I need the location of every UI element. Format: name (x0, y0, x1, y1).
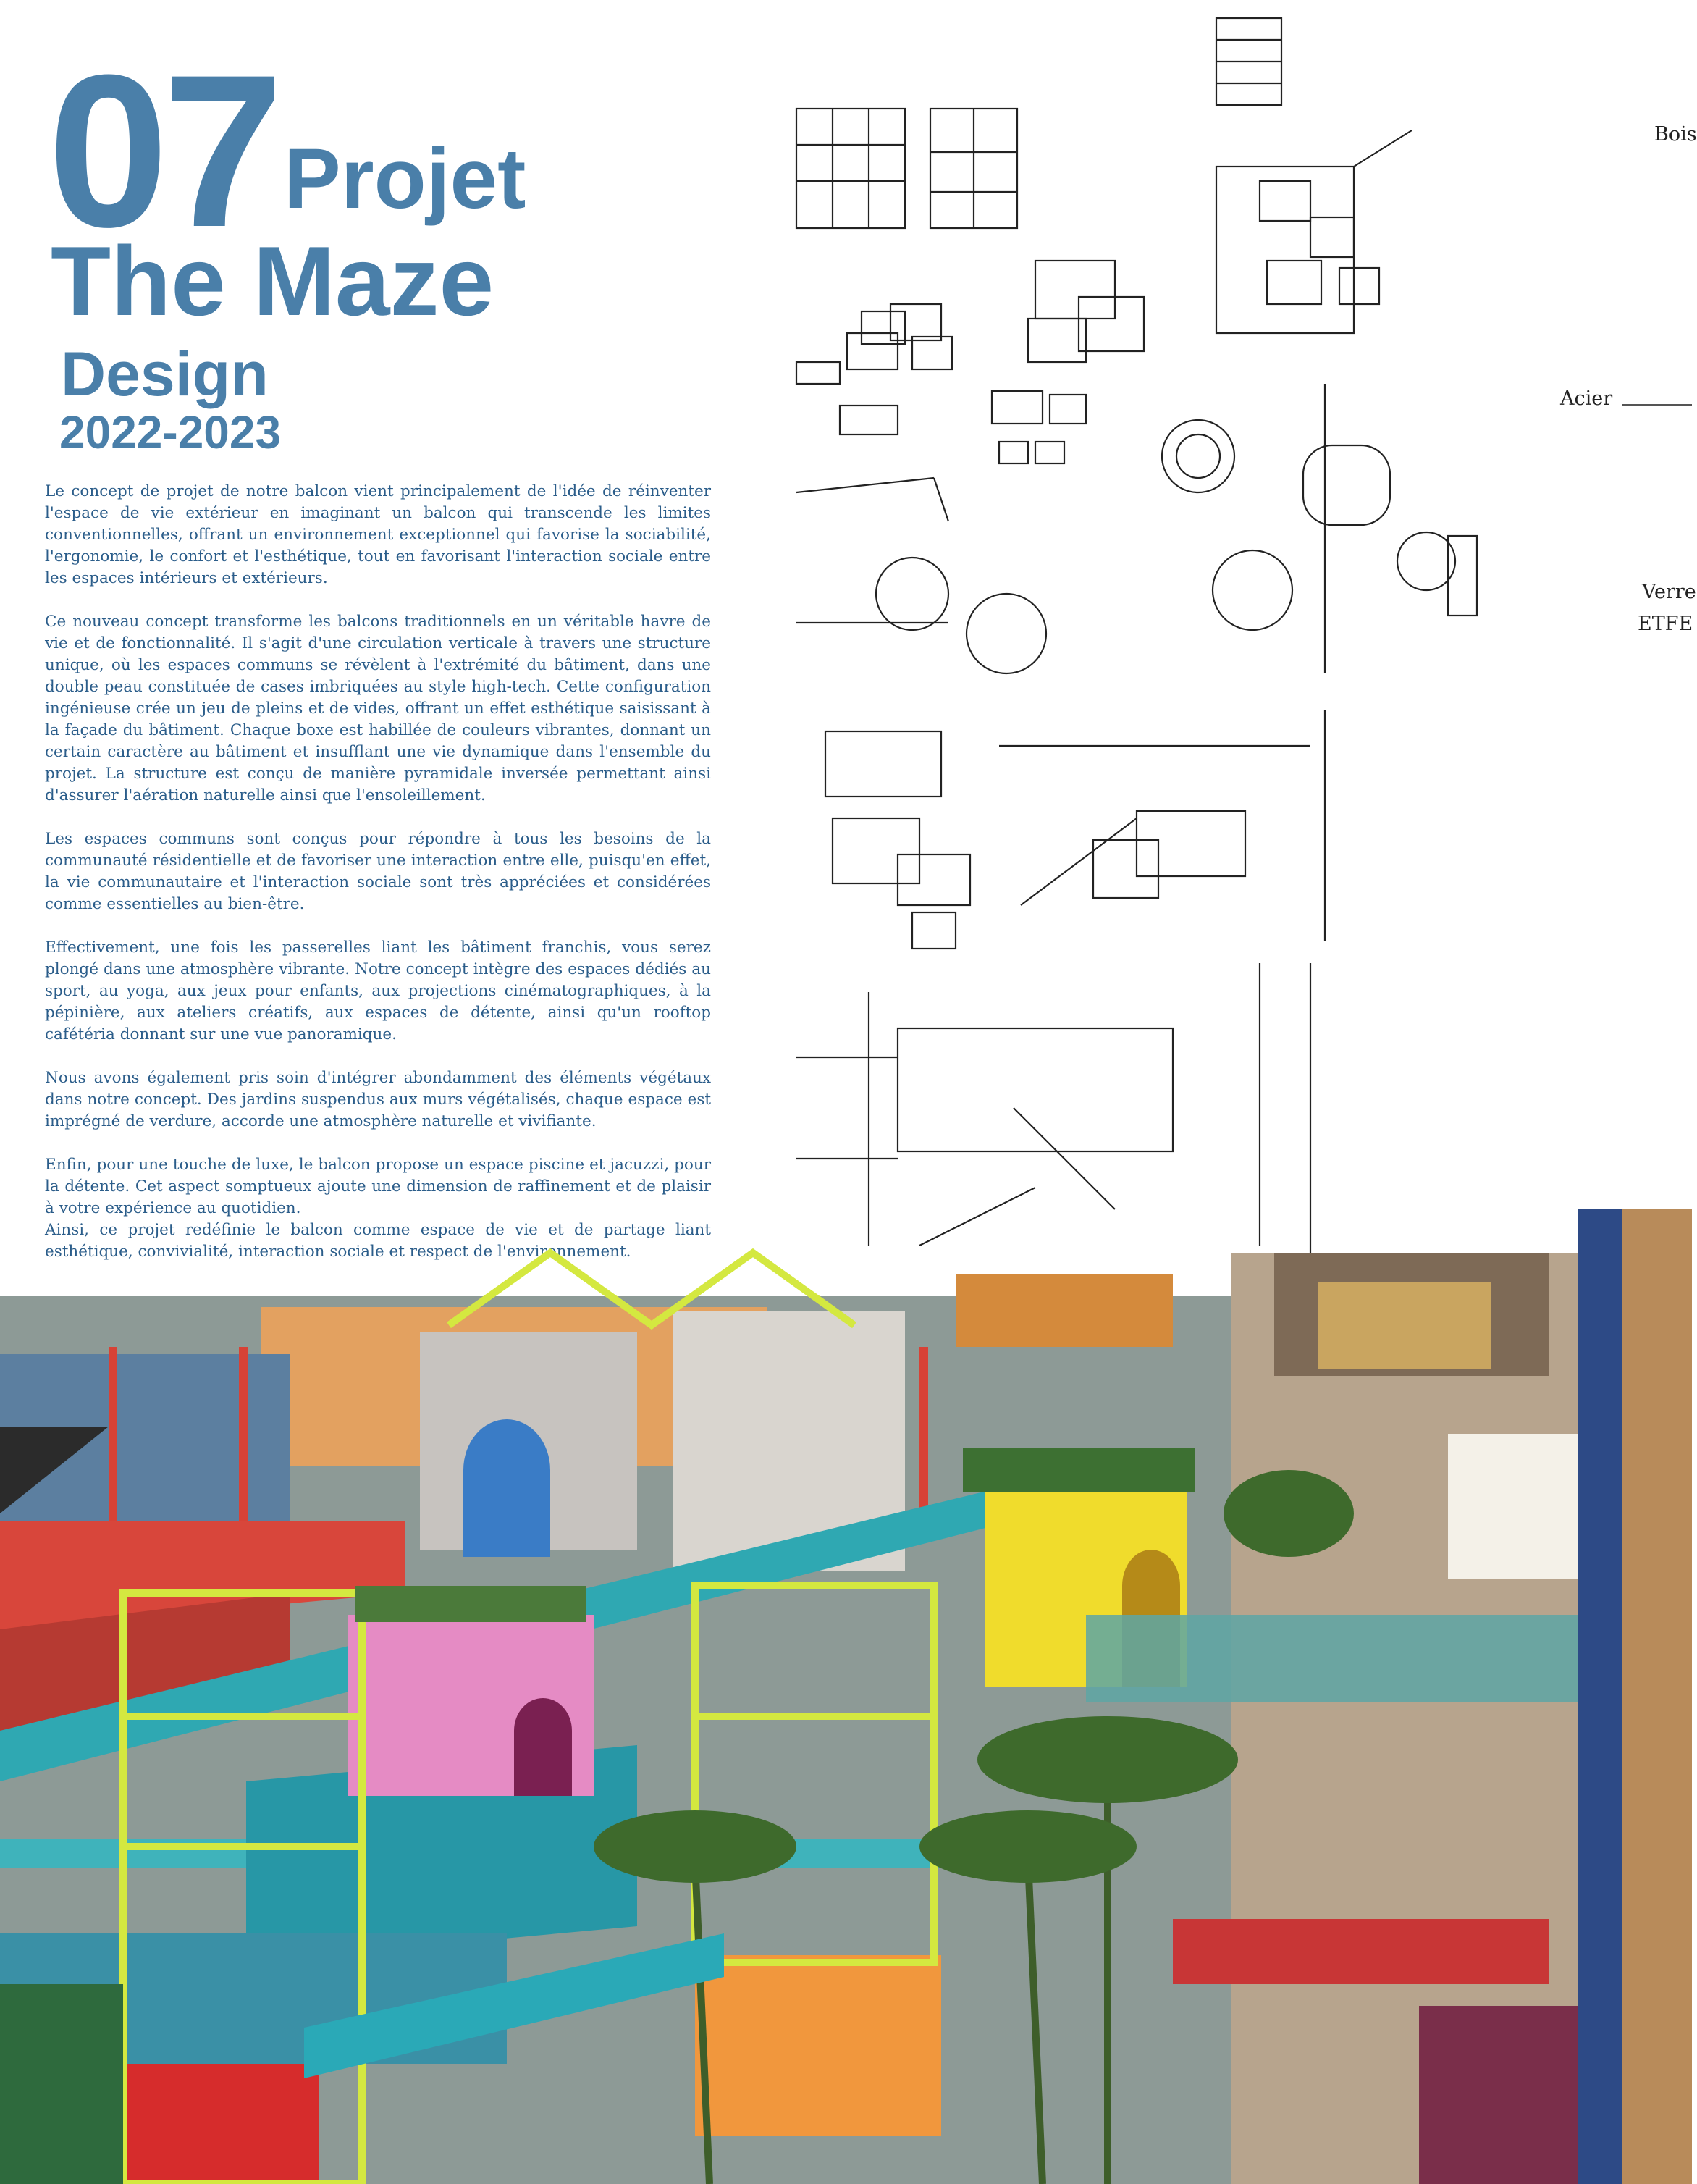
paragraph: Effectivement, une fois les passerelles liant les bâtiment franchis, vous serez plongé dans une atmosphère vibrante. Notre concept intègre des espaces dédiés au sport, au yoga, aux jeux pour enfants, aux projections cinématographiques, à la pépinière, aux ateliers créatifs, aux espaces de détente, ainsi qu'un rooftop cafétéria donnant sur une vue panoramique. (45, 938, 711, 1043)
project-years: 2022-2023 (59, 406, 282, 458)
shelf-sketch (796, 109, 1017, 228)
box-cluster-sketch (796, 261, 1144, 463)
material-bois: Bois (1654, 123, 1697, 146)
leader-line (1622, 404, 1692, 406)
material-etfe: ETFE (1638, 613, 1693, 635)
material-acier: Acier (1560, 387, 1613, 410)
paragraph: Ainsi, ce projet redéfinie le balcon comme espace de vie et de partage liant esthétique, convivialité, interaction sociale et respect de l'environnement. (45, 1221, 711, 1261)
concept-sketches (789, 0, 1484, 1274)
project-render (0, 1209, 1692, 2184)
paragraph: Les espaces communs sont conçus pour répondre à tous les besoins de la communauté résidentielle et de favoriser une interaction entre elle, puisqu'en effet, la vie communautaire et l'interaction sociale sont très appréciées et considérées comme essentielles au bien-être. (45, 830, 711, 913)
project-title: The Maze (51, 226, 494, 336)
project-category: Design (61, 340, 269, 409)
paragraph: Enfin, pour une touche de luxe, le balcon propose un espace piscine et jacuzzi, pour la détente. Cet aspect somptueux ajoute une dimension de raffinement et de plaisir à votre expérience au quotidien. (45, 1156, 711, 1217)
tower-sketch (1216, 18, 1412, 333)
paragraph: Ce nouveau concept transforme les balcons traditionnels en un véritable havre de vie et de fonctionnalité. Il s'agit d'une circulation verticale à travers une structure unique, où les espaces communs se révèlent à l'extrémité du bâtiment, dans une double peau constituée de cases imbriquées au style high-tech. Cette configuration ingénieuse crée un jeu de pleins et de vides, offrant un effet esthétique saisissant à la façade du bâtiment. Chaque boxe est habillée de couleurs vibrantes, donnant un certain caractère au bâtiment et insufflant une vie dynamique dans l'ensemble du projet. La structure est conçu de manière pyramidale inversée permettant ainsi d'assurer l'aération naturelle ainsi que l'ensoleillement. (45, 613, 711, 805)
project-label: Projet (284, 131, 526, 227)
project-number: 07 (48, 29, 278, 272)
project-description (45, 481, 711, 1285)
pod-sketch (876, 384, 1477, 673)
material-verre: Verre (1642, 581, 1696, 603)
perspective-sketch (796, 478, 1325, 949)
paragraph: Le concept de projet de notre balcon vient principalement de l'idée de réinventer l'espace de vie extérieur en imaginant un balcon qui transcende les limites conventionnelles, offrant un environnement exceptionnel qui favorise la sociabilité, l'ergonomie, le confort et l'esthétique, tout en favorisant l'interaction sociale entre les espaces intérieurs et extérieurs. (45, 482, 711, 587)
paragraph: Nous avons également pris soin d'intégrer abondamment des éléments végétaux dans notre concept. Des jardins suspendus aux murs végétalisés, chaque espace est imprégné de verdure, accorde une atmosphère naturelle et vivifiante. (45, 1069, 711, 1130)
